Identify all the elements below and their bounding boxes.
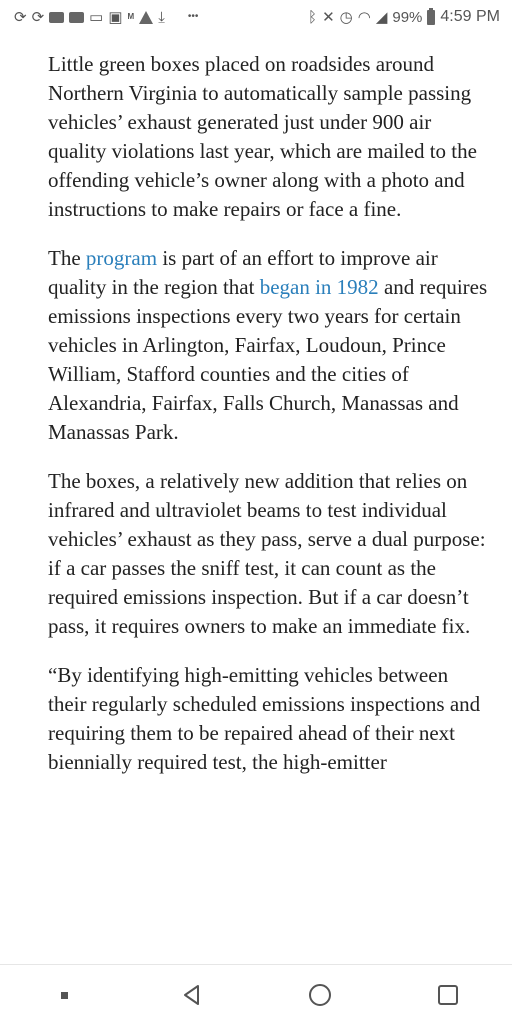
recent-dot-button[interactable] xyxy=(34,965,94,1025)
signal-icon: ◢ xyxy=(375,8,388,26)
article-paragraph-4: “By identifying high-emitting vehicles between their regularly scheduled emissions inspections and requiring them to be repaired ahead of their next biennially required test, the high-emitter xyxy=(48,663,481,774)
download-icon: ⤓ xyxy=(158,8,165,26)
article-paragraph-3: The boxes, a relatively new addition that relies on infrared and ultraviolet beams to test individual vehicles’ exhaust as they pass, serve a dual purpose: if a car passes the sniff test, it can count as the required emissions inspection. But if a car doesn’t pass, it requires owners to make an immediate fix. xyxy=(48,469,486,638)
sync-icon: ⟳ xyxy=(31,8,45,26)
status-left xyxy=(14,10,198,25)
battery-icon xyxy=(427,10,435,25)
back-icon xyxy=(180,983,204,1007)
alert-icon xyxy=(139,11,153,24)
youtube-icon xyxy=(49,12,64,23)
paragraph-text: and requires emissions inspections every two years for certain vehicles in Arlington, Fairfax, Loudoun, Prince William, Stafford counties and the cities of Alexandria, Fairfax, Falls Church, Manassas and Manassas Park. xyxy=(48,275,488,444)
clock-time: 4:59 PM xyxy=(440,8,500,25)
status-right xyxy=(308,8,500,26)
more-icon: ••• xyxy=(187,11,199,22)
wifi-icon: ◠ xyxy=(357,8,371,26)
article-paragraph-2 xyxy=(48,244,488,447)
back-button[interactable] xyxy=(162,965,222,1025)
paragraph-text: The xyxy=(48,246,86,270)
home-icon xyxy=(308,983,332,1007)
home-button[interactable] xyxy=(290,965,350,1025)
status-bar xyxy=(0,0,512,34)
program-link[interactable]: program xyxy=(85,246,158,270)
article-body xyxy=(48,50,488,797)
video-icon xyxy=(69,12,84,23)
recent-dot-icon xyxy=(61,992,68,999)
navigation-bar xyxy=(0,964,512,1025)
alarm-icon: ◷ xyxy=(339,8,353,26)
article-paragraph-1: Little green boxes placed on roadsides around Northern Virginia to automatically sample passing vehicles’ exhaust generated just under 900 air quality violations last year, which are mailed to the offending vehicle’s owner along with a photo and instructions to make repairs or face a fine. xyxy=(48,52,477,221)
gmail-icon: M xyxy=(127,12,135,21)
cast-icon: ▭ xyxy=(89,8,104,26)
mute-icon: ✕ xyxy=(322,8,335,26)
overview-icon xyxy=(436,983,460,1007)
notification-icon: ▣ xyxy=(108,8,123,26)
bluetooth-icon: ᛒ xyxy=(308,8,318,26)
battery-percent: 99% xyxy=(392,8,423,26)
overview-button[interactable] xyxy=(418,965,478,1025)
began-in-1982-link[interactable]: began in 1982 xyxy=(259,275,379,299)
sync-icon: ⟳ xyxy=(14,8,27,26)
paragraph-text: is part of an effort to improve air quality in the region that xyxy=(48,246,438,299)
